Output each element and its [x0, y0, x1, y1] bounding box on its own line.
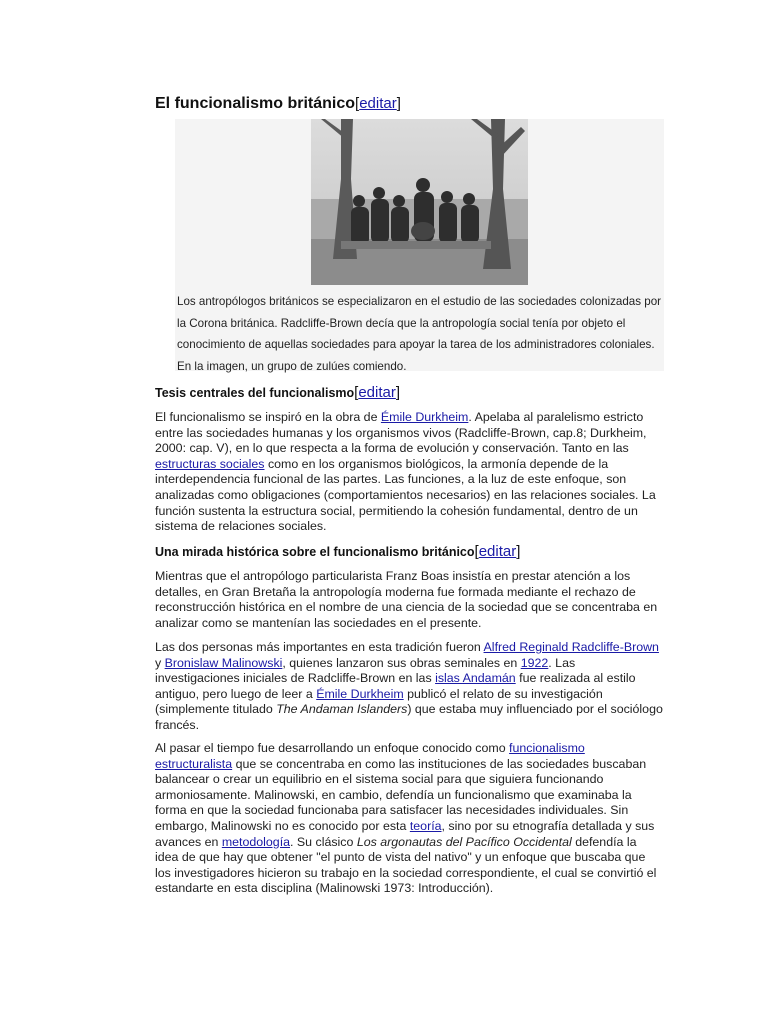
- edit-link[interactable]: editar: [478, 543, 517, 560]
- link-1922[interactable]: 1922: [520, 655, 549, 670]
- section-heading-tesis: Tesis centrales del funcionalismo[editar]: [155, 384, 401, 401]
- link-emile-durkheim-2[interactable]: Émile Durkheim: [316, 686, 404, 701]
- section-title: El funcionalismo británico: [155, 95, 356, 112]
- figure: [175, 119, 664, 371]
- link-malinowski[interactable]: Bronislaw Malinowski: [164, 655, 283, 670]
- section-heading-mirada-historica: Una mirada histórica sobre el funcionalismo británico[editar]: [155, 543, 521, 560]
- link-radcliffe-brown[interactable]: Alfred Reginald Radcliffe-Brown: [483, 640, 659, 654]
- paragraph: Al pasar el tiempo fue desarrollando un enfoque conocido como funcionalismo estructuralista que se concentraba en como las instituciones de las sociedades buscaban balancear o crear un equilibrio en el sistema social para que siguiera funcionando armoniosamente. Malinowski, en cambio, defendía un funcionalismo que examinaba la forma en que la sociedad funcionaba para satisfacer las necesidades individuales. Sin embargo, Malinowski no es conocido por esta teoría, sino por su etnografía detallada y sus avances en metodología. Su clásico Los argonautas del Pacífico Occidental defendía la idea de que hay que obtener "el punto de vista del nativo" y un enfoque que buscaba que los investigadores hicieron su trabajo en la sociedad correspondiente, el cual se convirtió el estandarte en esta disciplina (Malinowski 1973: Introducción).: [155, 741, 657, 896]
- paragraph: El funcionalismo se inspiró en la obra de Émile Durkheim. Apelaba al paralelismo estricto entre las sociedades humanas y los organismos vivos (Radcliffe-Brown, cap.8; Durkheim, 2000: cap. V), en lo que respecta a la forma de evolución y conservación. Tanto en las estructuras sociales como en los organismos biológicos, la armonía depende de la interdependencia funcional de las partes. Las funciones, a la luz de este enfoque, son analizadas como obligaciones (comportamientos necesarios) en las relaciones sociales. La función sustenta la estructura social, permitiendo la cohesión fundamental, dentro de un sistema de relaciones sociales.: [155, 410, 656, 534]
- section-title: Una mirada histórica sobre el funcionalismo británico: [155, 545, 475, 559]
- paragraph: Las dos personas más importantes en esta tradición fueron Alfred Reginald Radcliffe-Brown y Bronislaw Malinowski, quienes lanzaron sus obras seminales en 1922. Las investigaciones iniciales de Radcliffe-Brown en las islas Andamán fue realizada al estilo antiguo, pero luego de leer a Émile Durkheim publicó el relato de su investigación (simplemente titulado The Andaman Islanders) que estaba muy influenciado por el sociólogo francés.: [155, 640, 663, 732]
- link-estructuras-sociales[interactable]: estructuras sociales: [155, 456, 265, 471]
- section-title: Tesis centrales del funcionalismo: [155, 386, 355, 400]
- link-funcionalismo-estructuralista[interactable]: funcionalismo estructuralista: [155, 741, 585, 771]
- figure-caption: Los antropólogos británicos se especializaron en el estudio de las sociedades colonizadas por la Corona británica. Radcliffe-Brown decía que la antropología social tenía por objeto el conocimiento de aquellas sociedades para apoyar la tarea de los administradores coloniales. En la imagen, un grupo de zulúes comiendo.: [177, 295, 662, 373]
- link-metodologia[interactable]: metodología: [221, 834, 291, 849]
- paragraph: Mientras que el antropólogo particularista Franz Boas insistía en prestar atención a los detalles, en Gran Bretaña la antropología moderna fue formada mediante el rechazo de reconstrucción histórica en el nombre de una ciencia de la sociedad que se concentraba en analizar como se mantenían las sociedades en el presente.: [155, 569, 658, 630]
- section-heading-funcionalismo-britanico: El funcionalismo británico[editar]: [155, 95, 401, 112]
- link-teoria[interactable]: teoría: [409, 818, 442, 833]
- link-islas-andaman[interactable]: islas Andamán: [435, 671, 516, 686]
- edit-link[interactable]: editar: [358, 384, 396, 401]
- zulu-group-photo: [311, 119, 528, 285]
- edit-link[interactable]: editar: [359, 95, 397, 112]
- link-emile-durkheim[interactable]: Émile Durkheim: [380, 410, 469, 424]
